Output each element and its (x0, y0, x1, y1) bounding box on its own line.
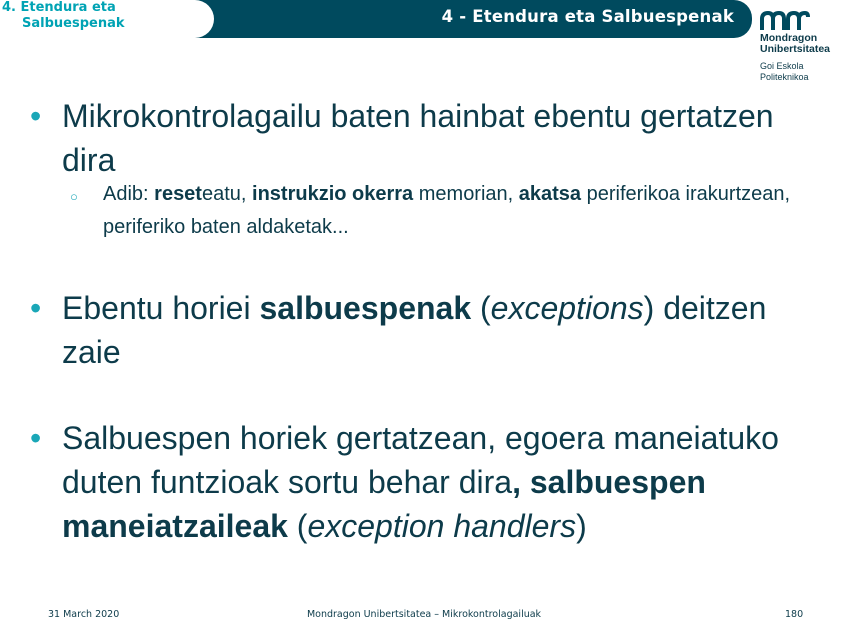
logo-text-line2: Unibertsitatea (760, 43, 831, 55)
bullet-2-text (62, 286, 812, 374)
bullet-dot-icon: • (30, 420, 42, 456)
sub-bold-1: reset (154, 183, 202, 205)
sub-text-2: memorian, (413, 183, 519, 205)
b2-bold: salbuespenak (259, 290, 472, 326)
sub-text-1: eatu, (201, 183, 253, 205)
sub-bullet-circle-icon: ○ (70, 189, 78, 204)
bullet-dot-icon: • (30, 290, 42, 326)
sub-bold-2: instrukzio okerra (252, 183, 414, 205)
b3-italic: exception handlers (307, 508, 577, 544)
sub-bold-3: akatsa (518, 183, 582, 205)
b2-e: ) deitzen zaie (62, 290, 767, 370)
section-label (2, 0, 202, 32)
logo-sub-line2: Politeknikoa (760, 72, 809, 82)
b2-c: ( (471, 290, 491, 326)
footer-center: Mondragon Unibertsitatea – Mikrokontrolagailuak (306, 609, 542, 620)
mondragon-logo-icon (760, 11, 810, 31)
b3-c: ( (287, 508, 308, 544)
logo-sub-line1: Goi Eskola (760, 61, 804, 71)
section-label-line1: 4. Etendura eta (2, 0, 116, 15)
b3-a: Salbuespen horiek gertatzean, egoera maneiatuko duten funtzioak sortu behar dira (62, 420, 779, 500)
sub-prefix: Adib: (103, 183, 155, 205)
footer-date: 31 March 2020 (48, 609, 120, 620)
slide-title: 4 - Etendura eta Salbuespenak (441, 7, 734, 26)
b2-a: Ebentu horiei (62, 290, 260, 326)
sub-bullet-text (103, 178, 793, 244)
section-label-line2: Salbuespenak (22, 16, 125, 31)
b3-e: ) (576, 508, 587, 544)
bullet-3-text (62, 416, 812, 548)
bullet-1-text: Mikrokontrolagailu baten hainbat ebentu gertatzen dira (62, 98, 774, 178)
university-logo (760, 11, 846, 83)
sub-text-3: periferikoa irakurtzean, periferiko baten aldaketak... (103, 183, 791, 238)
b3-bold: , salbuespen maneiatzaileak (62, 464, 706, 544)
bullet-dot-icon: • (30, 98, 42, 134)
logo-text-line1: Mondragon (760, 32, 818, 44)
footer-page-number: 180 (785, 609, 804, 620)
b2-italic: exceptions (490, 290, 644, 326)
